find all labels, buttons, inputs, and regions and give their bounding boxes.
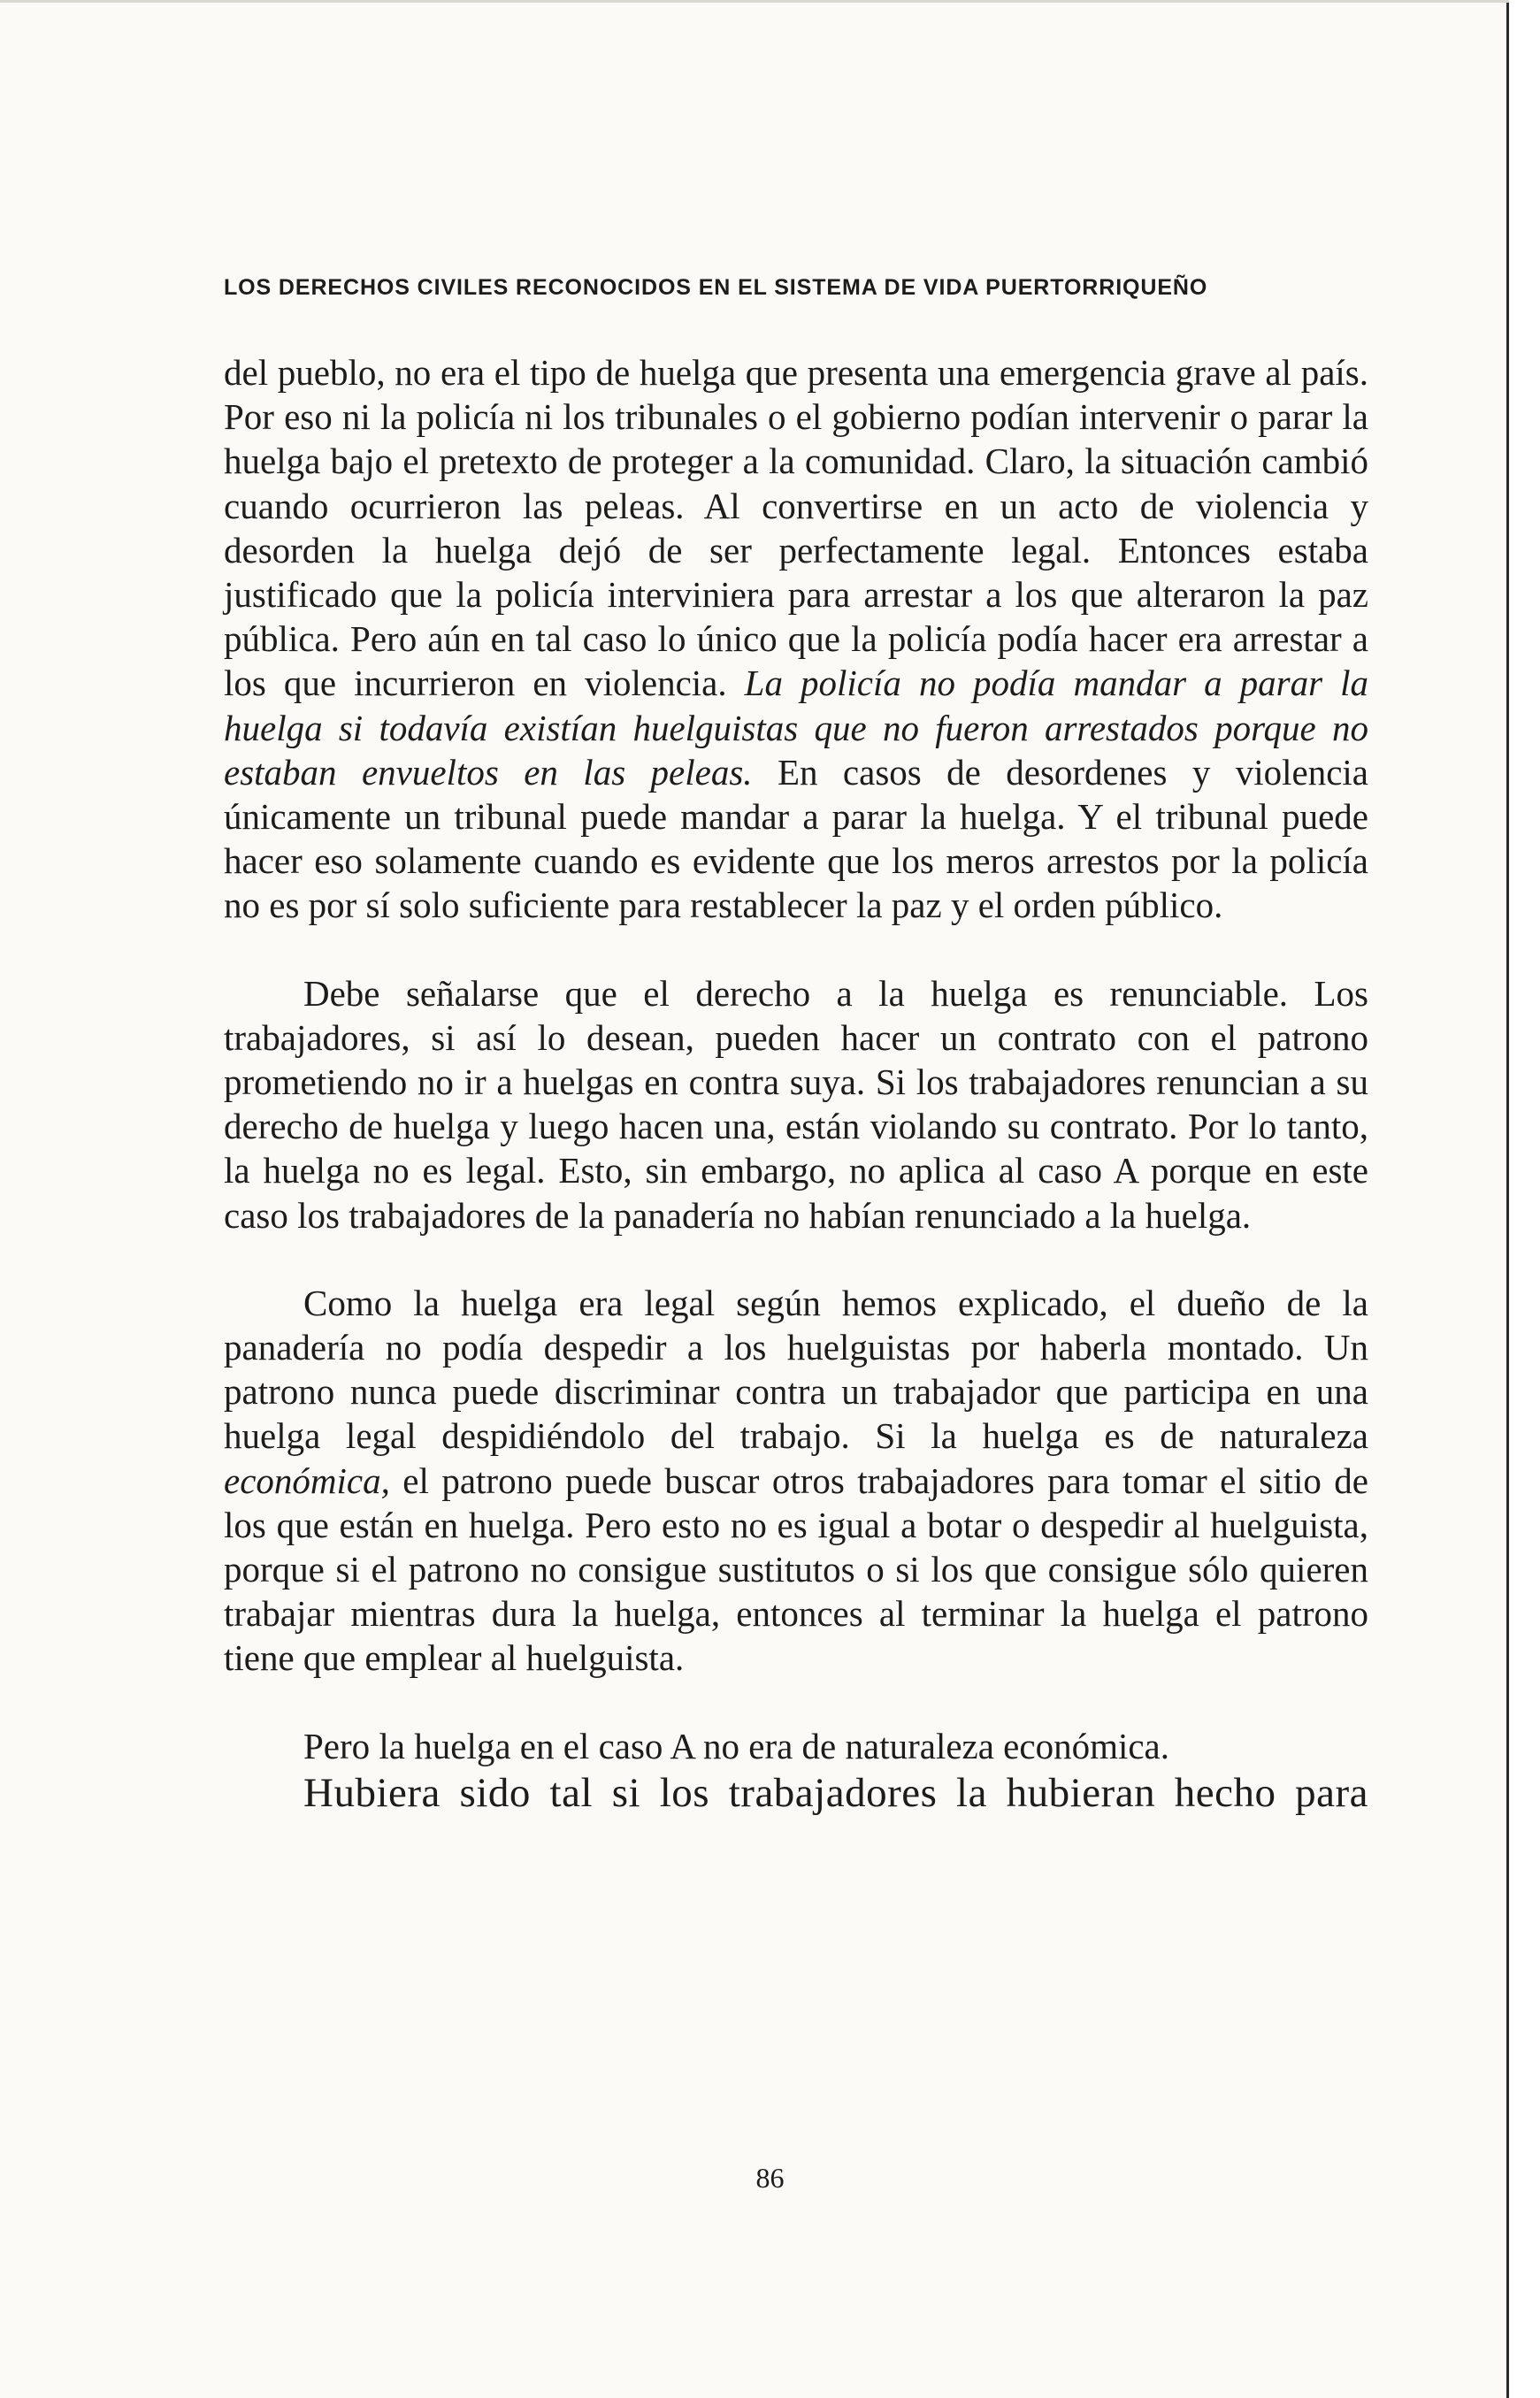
paragraph-text: del pueblo, no era el tipo de huelga que presenta una emergencia grave al país. Por eso ni la policía ni los tribunales o el gobierno podían intervenir o parar la huelga bajo el pretexto de proteger a la comunidad. Claro, la situación cambió cuando ocurrieron las peleas. Al convertirse en un acto de violencia y desorden la huelga dejó de ser perfectamente legal. Entonces estaba justificado que la policía interviniera para arrestar a los que alteraron la paz pública. Pero aún en tal caso lo único que la policía podía hacer era arrestar a los que incurrieron en violencia. xyxy=(224,352,1368,704)
running-head: LOS DERECHOS CIVILES RECONOCIDOS EN EL SISTEMA DE VIDA PUERTORRIQUEÑO xyxy=(224,275,1208,300)
page-number: 86 xyxy=(755,2162,785,2194)
paragraph-1 xyxy=(224,350,1368,928)
italic-passage: La policía no podía mandar a parar la huelga si todavía existían huelguistas que no fueron arrestados porque no estaban envueltos en las peleas. xyxy=(224,663,1368,793)
paragraph-text: Debe señalarse que el derecho a la huelga es renunciable. Los trabajadores, si así lo desean, pueden hacer un contrato con el patrono prometiendo no ir a huelgas en contra suya. Si los trabajadores renuncian a su derecho de huelga y luego hacen una, están violando su contrato. Por lo tanto, la huelga no es legal. Esto, sin embargo, no aplica al caso A porque en este caso los trabajadores de la panadería no habían renunciado a la huelga. xyxy=(224,972,1368,1236)
body-text xyxy=(224,350,1368,1818)
paragraph-3 xyxy=(224,1281,1368,1681)
paragraph-4 xyxy=(224,1724,1368,1818)
page-top-edge xyxy=(0,0,1509,3)
paragraph-text: Pero la huelga en el caso A no era de naturaleza económica. xyxy=(303,1725,1169,1766)
paragraph-text: Como la huelga era legal según hemos explicado, el dueño de la panadería no podía despedir a los huelguistas por haberla montado. Un patrono nunca puede discriminar contra un trabajador que participa en una huelga legal despidiéndolo del trabajo. Si la huelga es de naturaleza xyxy=(224,1282,1368,1457)
paragraph-text: En casos de desordenes y violencia únicamente un tribunal puede mandar a parar la huelga. Y el tribunal puede hacer eso solamente cuando es evidente que los meros arrestos por la policía no es por sí solo suficiente para restablecer la paz y el orden público. xyxy=(224,751,1368,926)
paragraph-text: el patrono puede buscar otros trabajadores para tomar el sitio de los que están en huelga. Pero esto no es igual a botar o despedir al huelguista, porque si el patrono no consigue sustitutos o si los que consigue sólo quieren trabajar mientras dura la huelga, entonces al terminar la huelga el patrono tiene que emplear al huelguista. xyxy=(224,1459,1368,1679)
paragraph-2 xyxy=(224,971,1368,1237)
last-line: Hubiera sido tal si los trabajadores la hubieran hecho para xyxy=(303,1769,1368,1816)
italic-word: económica, xyxy=(224,1459,390,1501)
